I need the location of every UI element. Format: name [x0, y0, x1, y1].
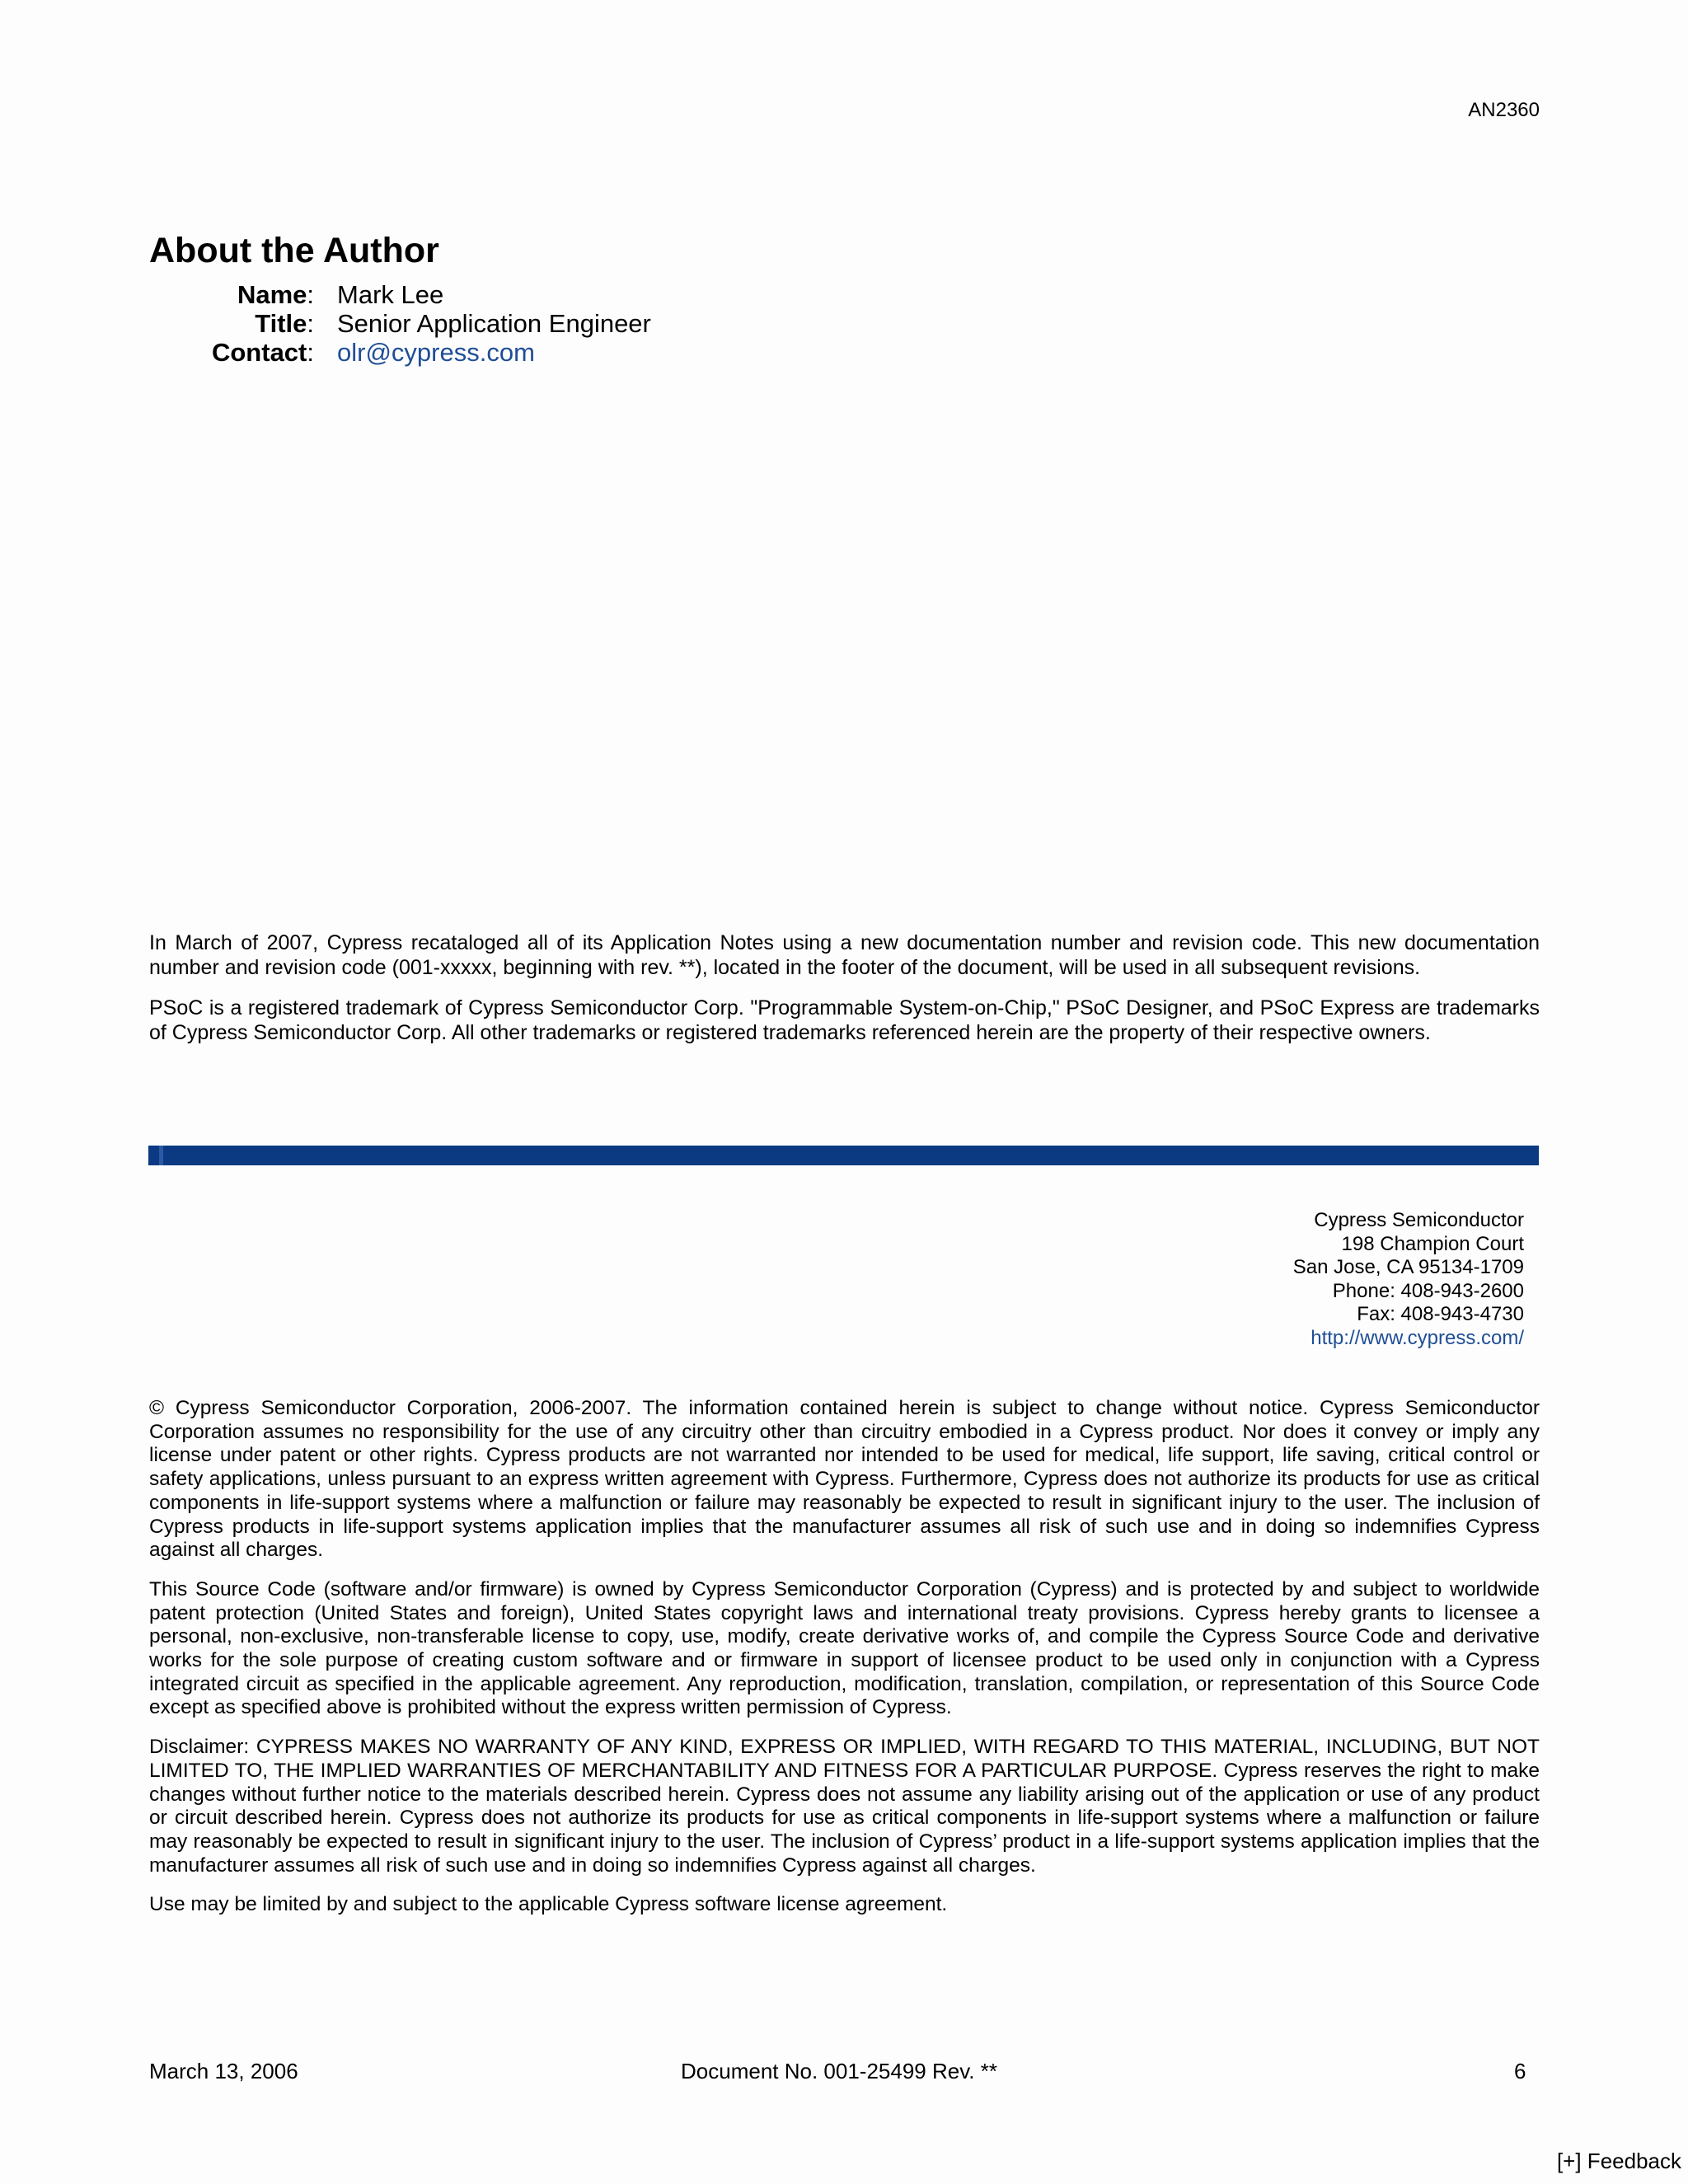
source-code-paragraph: This Source Code (software and/or firmware) is owned by Cypress Semiconductor Corporation (Cypress) and is protected by and subject to worldwide patent protection (United States and foreign), United States copyright laws and international treaty provisions. Cypress hereby grants to licensee a personal, non-exclusive, non-transferable license to copy, use, modify, create derivative works of, and compile the Cypress Source Code and derivative works for the sole purpose of creating custom software and or firmware in support of licensee product to be used only in conjunction with a Cypress integrated circuit as specified in the applicable agreement. Any reproduction, modification, translation, compilation, or representation of this Source Code except as specified above is prohibited without the express written permission of Cypress. — [149, 1577, 1540, 1719]
company-name: Cypress Semiconductor — [1314, 1209, 1524, 1231]
city-address: San Jose, CA 95134-1709 — [1292, 1256, 1524, 1278]
street-address: 198 Champion Court — [1341, 1232, 1524, 1255]
legal-text — [149, 1397, 1540, 1933]
disclaimer-paragraph: Disclaimer: CYPRESS MAKES NO WARRANTY OF ANY KIND, EXPRESS OR IMPLIED, WITH REGARD TO THIS MATERIAL, INCLUDING, BUT NOT LIMITED TO, THE IMPLIED WARRANTIES OF MERCHANTABILITY AND FITNESS FOR A PARTICULAR PURPOSE. Cypress reserves the right to make changes without further notice to the materials described herein. Cypress does not assume any liability arising out of the application or use of any product or circuit described herein. Cypress does not authorize its products for use as critical components in life-support systems where a malfunction or failure may reasonably be expected to result in significant injury to the user. The inclusion of Cypress’ product in a life-support systems application implies that the manufacturer assumes all risk of such use and in doing so indemnifies Cypress against all charges. — [149, 1736, 1540, 1877]
author-title: Senior Application Engineer — [337, 309, 651, 338]
trademark-notice: PSoC is a registered trademark of Cypress Semiconductor Corp. "Programmable System-on-Chip," PSoC Designer, and PSoC Express are trademarks of Cypress Semiconductor Corp. All other trademarks or registered trademarks referenced herein are the property of their respective owners. — [149, 996, 1540, 1044]
name-label: Name — [237, 280, 307, 309]
contact-label: Contact — [211, 338, 307, 367]
title-label: Title — [255, 309, 307, 338]
footer-document-number: Document No. 001-25499 Rev. ** — [681, 2059, 997, 2083]
author-name: Mark Lee — [337, 280, 444, 309]
website-link[interactable]: http://www.cypress.com/ — [1311, 1326, 1524, 1349]
author-name-row: Name: Mark Lee — [237, 280, 444, 309]
footer-date: March 13, 2006 — [149, 2059, 298, 2083]
phone-number: Phone: 408-943-2600 — [1332, 1279, 1524, 1302]
document-id: AN2360 — [1468, 99, 1540, 121]
revision-notice — [149, 930, 1540, 1061]
author-title-row: Title: Senior Application Engineer — [255, 309, 651, 338]
license-paragraph: Use may be limited by and subject to the applicable Cypress software license agreement. — [149, 1893, 948, 1916]
fax-number: Fax: 408-943-4730 — [1357, 1303, 1524, 1325]
recatalog-notice: In March of 2007, Cypress recataloged all of its Application Notes using a new documentation number and revision code. This new documentation number and revision code (001-xxxxx, beginning with rev. **), located in the footer of the document, will be used in all subsequent revisions. — [149, 931, 1540, 979]
feedback-link[interactable]: [+] Feedback — [1556, 2149, 1681, 2173]
about-author-heading: About the Author — [149, 231, 439, 270]
author-details — [149, 280, 651, 367]
author-email-link[interactable]: olr@cypress.com — [337, 338, 535, 367]
author-contact-row: Contact: olr@cypress.com — [211, 338, 535, 367]
company-address — [1293, 1209, 1524, 1350]
page-number: 6 — [1514, 2059, 1526, 2083]
section-divider-bar — [148, 1146, 1539, 1165]
copyright-paragraph: © Cypress Semiconductor Corporation, 2006-2007. The information contained herein is subject to change without notice. Cypress Semiconductor Corporation assumes no responsibility for the use of any circuitry other than circuitry embodied in a Cypress product. Nor does it convey or imply any license under patent or other rights. Cypress products are not warranted nor intended to be used for medical, life support, life saving, critical control or safety applications, unless pursuant to an express written agreement with Cypress. Furthermore, Cypress does not authorize its products for use as critical components in life-support systems where a malfunction or failure may reasonably be expected to result in significant injury to the user. The inclusion of Cypress products in life-support systems application implies that the manufacturer assumes all risk of such use and in doing so indemnifies Cypress against all charges. — [149, 1397, 1540, 1562]
